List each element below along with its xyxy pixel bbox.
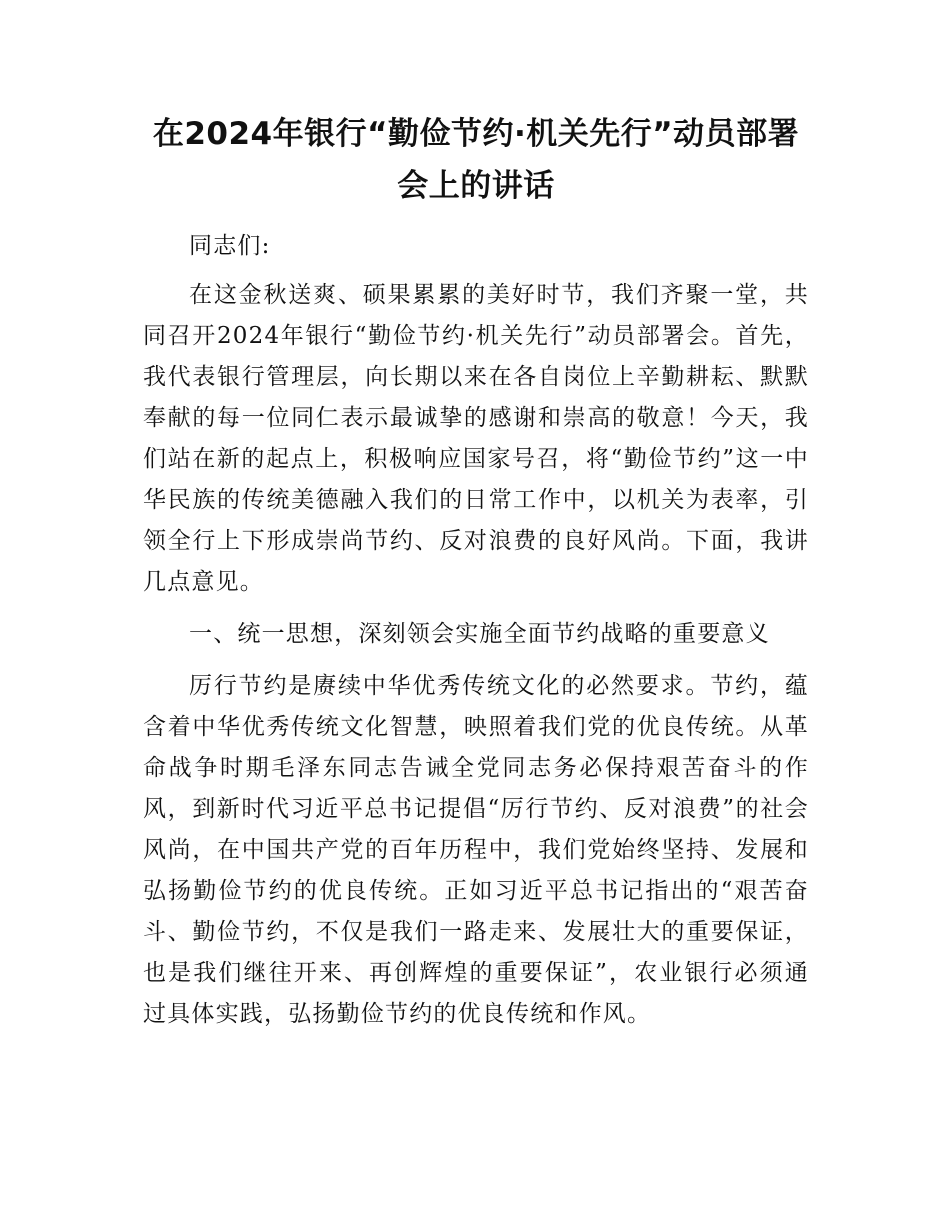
paragraph-section-1: 厉行节约是赓续中华优秀传统文化的必然要求。节约，蕴含着中华优秀传统文化智慧，映照着我们党的优良传统。从革命战争时期毛泽东同志告诫全党同志务必保持艰苦奋斗的作风，到新时代习近平总书记提倡“厉行节约、反对浪费”的社会风尚，在中国共产党的百年历程中，我们党始终坚持、发展和弘扬勤俭节约的优良传统。正如习近平总书记指出的“艰苦奋斗、勤俭节约，不仅是我们一路走来、发展壮大的重要保证，也是我们继往开来、再创辉煌的重要保证”，农业银行必须通过具体实践，弘扬勤俭节约的优良传统和作风。 <box>143 673 809 1027</box>
document-title: 在2024年银行“勤俭节约·机关先行”动员部署会上的讲话 <box>152 116 800 204</box>
paragraph-intro: 在这金秋送爽、硕果累累的美好时节，我们齐聚一堂，共同召开2024年银行“勤俭节约·机关先行”动员部署会。首先，我代表银行管理层，向长期以来在各自岗位上辛勤耕耘、默默奉献的每一位同仁表示最诚挚的感谢和崇高的敬意！今天，我们站在新的起点上，积极响应国家号召，将“勤俭节约”这一中华民族的传统美德融入我们的日常工作中，以机关为表率，引领全行上下形成崇尚节约、反对浪费的良好风尚。下面，我讲几点意见。 <box>143 282 809 595</box>
greeting: 同志们: <box>189 233 271 259</box>
document-body <box>143 108 809 1035</box>
section-heading-1: 一、统一思想，深刻领会实施全面节约战略的重要意义 <box>189 621 770 647</box>
